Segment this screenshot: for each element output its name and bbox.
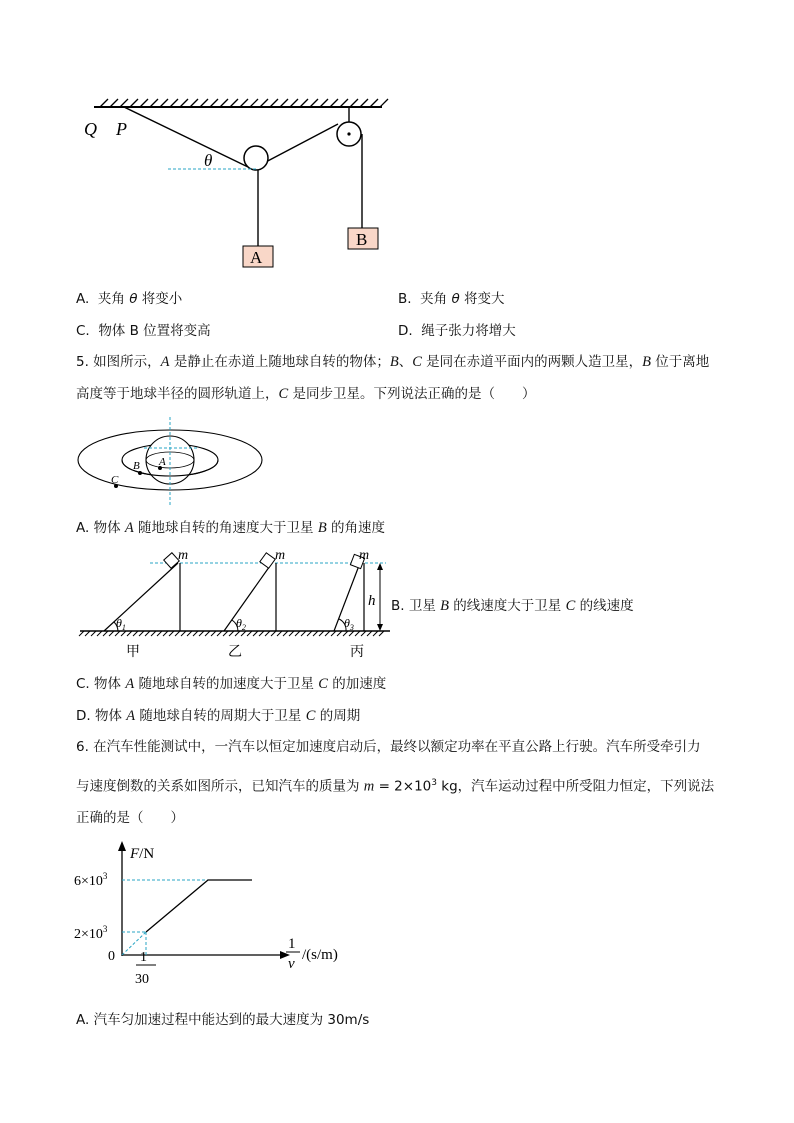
text-segment: 6. 在汽车性能测试中，一汽车以恒定加速度启动后，最终以额定功率在平直公路上行驶。汽车所受牵引力 bbox=[76, 739, 701, 755]
text-segment: 的周期 bbox=[315, 708, 361, 724]
q6-option-a bbox=[76, 1011, 369, 1029]
text-segment: 是静止在赤道上随地球自转的物体； bbox=[169, 354, 390, 370]
q4-option-b: B. 夹角 θ 将变大 bbox=[398, 291, 505, 307]
q5-option-b bbox=[391, 597, 634, 615]
text-segment: 是同步卫星。下列说法正确的是（ ） bbox=[288, 386, 536, 402]
q4-option-c: C. 物体 B 位置将变高 bbox=[76, 323, 211, 339]
text-segment: A bbox=[160, 354, 170, 370]
text-segment: C bbox=[305, 708, 316, 724]
x-tick-den: 30 bbox=[135, 972, 149, 987]
svg-text:θ1: $\theta_1$ bbox=[116, 616, 126, 632]
ceiling-hatch bbox=[100, 99, 388, 107]
y-tick-6e3: 6×10 bbox=[74, 874, 103, 889]
svg-text:F/N bbox=[129, 846, 154, 862]
label-m3: m bbox=[359, 548, 370, 563]
text-segment: 的角速度 bbox=[326, 520, 385, 536]
svg-text:θ2: $\theta_2$ bbox=[236, 616, 246, 632]
text-segment: 高度等于地球半径的圆形轨道上， bbox=[76, 386, 279, 402]
text-segment: 位于离地 bbox=[651, 354, 710, 370]
text-segment: A. bbox=[76, 520, 94, 536]
text-segment: D. bbox=[76, 708, 95, 724]
text-segment: 随地球自转的加速度大于卫星 bbox=[134, 676, 319, 692]
angle-3: θ bbox=[344, 616, 350, 630]
label-m1: m bbox=[178, 548, 189, 563]
text-segment: C. bbox=[76, 676, 95, 692]
text-segment: 物体 bbox=[94, 708, 127, 724]
y-tick-2e3: 2×10 bbox=[74, 927, 103, 942]
label-p: P bbox=[116, 119, 127, 139]
q6-stem-line1 bbox=[76, 738, 701, 756]
text-segment: 的线速度大于卫星 bbox=[449, 598, 566, 614]
orbit-label-a: A bbox=[159, 456, 166, 468]
y-axis-var: F bbox=[130, 846, 140, 862]
text-segment: C bbox=[412, 354, 422, 370]
text-segment: 物体 bbox=[93, 520, 125, 536]
x-axis-den: v bbox=[288, 956, 295, 972]
text-segment: A bbox=[125, 676, 135, 692]
x-axis-num: 1 bbox=[288, 936, 296, 952]
name-yi: 乙 bbox=[228, 644, 242, 660]
text-segment: m bbox=[363, 778, 375, 795]
text-segment: 的线速度 bbox=[575, 598, 634, 614]
y-axis-unit: /N bbox=[139, 846, 155, 862]
text-segment: 5. 如图所示， bbox=[76, 354, 161, 370]
movable-pulley bbox=[244, 146, 268, 170]
incline-figure bbox=[78, 547, 398, 665]
text-segment: 随地球自转的周期大于卫星 bbox=[135, 708, 306, 724]
q5-stem-line2 bbox=[76, 385, 535, 403]
text-segment: 是同在赤道平面内的两颗人造卫星， bbox=[421, 354, 643, 370]
q6-stem-line3 bbox=[76, 809, 184, 827]
orbit-figure bbox=[74, 415, 269, 510]
text-segment: B bbox=[389, 354, 399, 370]
text-segment: 卫星 bbox=[408, 598, 441, 614]
label-q: Q bbox=[84, 119, 97, 139]
angle-1: θ bbox=[116, 616, 122, 630]
q4-option-a: A. 夹角 θ 将变小 bbox=[76, 291, 183, 307]
text-segment: 的加速度 bbox=[327, 676, 387, 692]
orbit-label-c: C bbox=[111, 474, 119, 486]
x-axis-unit: /(s/m) bbox=[302, 947, 338, 963]
block-a-label: A bbox=[250, 248, 263, 267]
q5-option-a bbox=[76, 519, 385, 537]
text-segment: kg，汽车运动过程中所受阻力恒定，下列说法 bbox=[437, 778, 715, 795]
x-tick-num: 1 bbox=[140, 950, 147, 965]
text-segment: C bbox=[565, 598, 576, 614]
q5-stem-line1 bbox=[76, 353, 709, 371]
text-segment: B bbox=[317, 520, 327, 536]
text-segment: 正确的是（ ） bbox=[76, 810, 184, 826]
q6-stem-line2 bbox=[76, 774, 714, 796]
text-segment: C bbox=[278, 386, 289, 402]
text-segment: B. bbox=[391, 598, 409, 614]
force-graph bbox=[70, 838, 360, 1000]
graph-line bbox=[146, 880, 252, 932]
orbit-label-b: B bbox=[133, 460, 140, 472]
origin-label: 0 bbox=[108, 949, 115, 964]
label-h: h bbox=[368, 593, 376, 609]
q4-option-d: D. 绳子张力将增大 bbox=[398, 323, 516, 339]
text-segment: 、 bbox=[398, 354, 413, 370]
text-segment: 3 bbox=[431, 778, 437, 788]
text-segment: 物体 bbox=[94, 676, 126, 692]
angle-2: θ bbox=[236, 616, 242, 630]
text-segment: A. 汽车匀加速过程中能达到的最大速度为 30m/s bbox=[76, 1012, 370, 1028]
text-segment: 随地球自转的角速度大于卫星 bbox=[133, 520, 318, 536]
svg-text:6×103: $6\times 10^3$ bbox=[74, 871, 108, 889]
svg-text:θ3: $\theta_3$ bbox=[344, 616, 354, 632]
text-segment: B bbox=[642, 354, 652, 370]
text-segment: C bbox=[318, 676, 328, 692]
pulley-figure bbox=[80, 90, 400, 275]
text-segment: A bbox=[126, 708, 136, 724]
svg-text:2×103: $2\times 10^3$ bbox=[74, 924, 108, 942]
text-segment: B bbox=[440, 598, 450, 614]
name-bing: 丙 bbox=[350, 644, 364, 660]
label-theta: θ bbox=[204, 151, 213, 170]
name-jia: 甲 bbox=[126, 644, 140, 660]
text-segment: 与速度倒数的关系如图所示，已知汽车的质量为 bbox=[76, 778, 364, 795]
block-b-label: B bbox=[356, 230, 368, 249]
q5-option-c bbox=[76, 675, 386, 693]
q5-option-d bbox=[76, 707, 360, 725]
text-segment: A bbox=[124, 520, 134, 536]
text-segment: = 2×10 bbox=[374, 778, 432, 795]
label-m2: m bbox=[275, 548, 286, 563]
